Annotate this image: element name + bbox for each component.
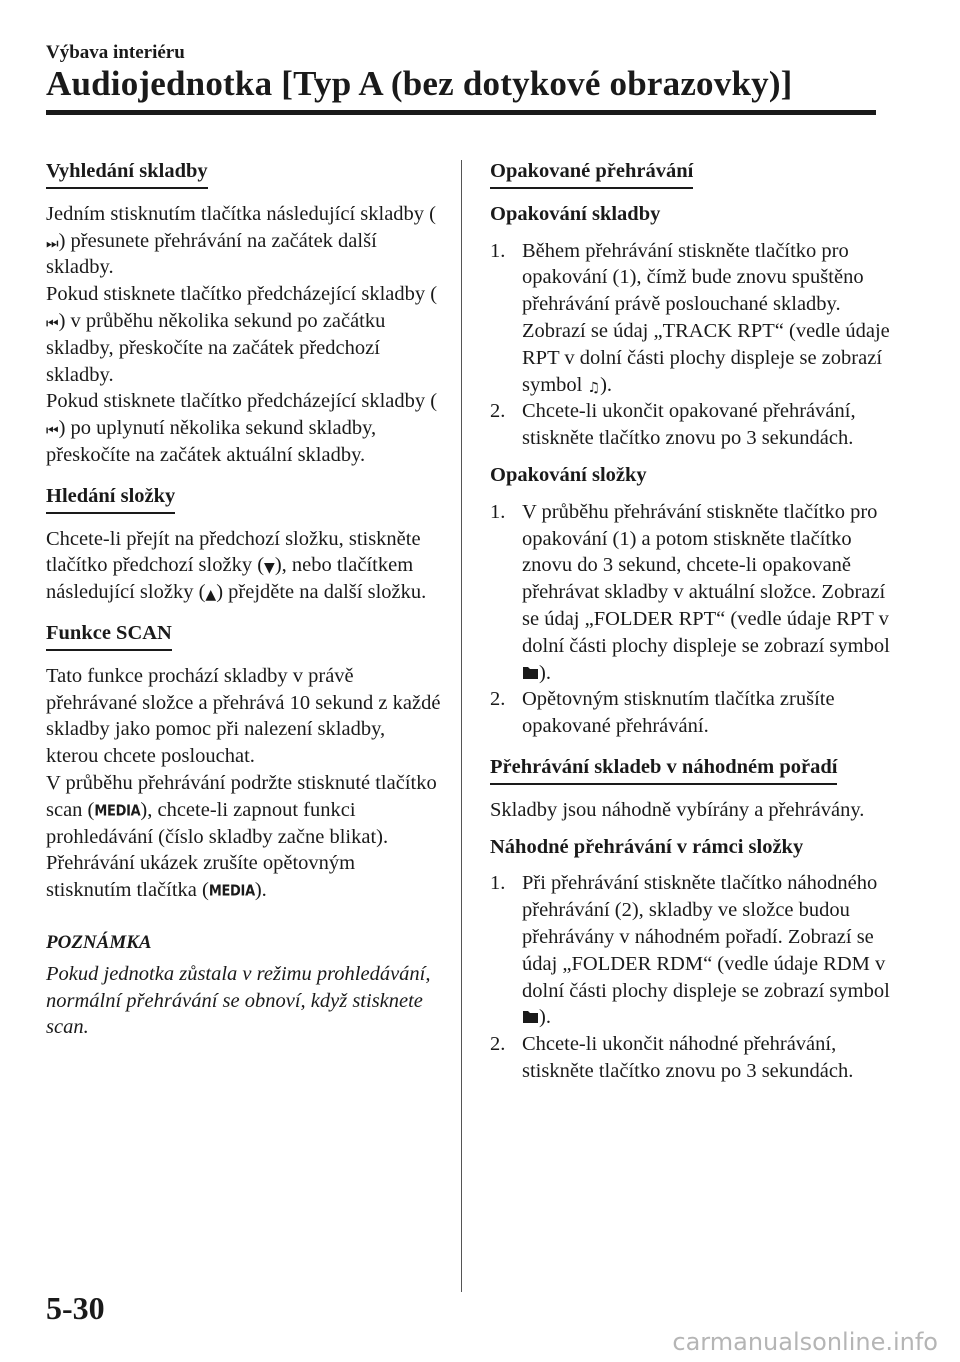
text: ), nebo tlačítkem následující složky ( — [46, 554, 414, 604]
list-folder-random — [490, 870, 890, 1084]
folder-down-icon: ▼ — [264, 560, 275, 577]
item-number: 2. — [490, 1033, 506, 1056]
text: ). — [600, 373, 613, 396]
header-rule — [46, 110, 876, 115]
text: Během přehrávání stiskněte tlačítko pro opakování (1), čímž bude znovu spuštěno přehrávání právě poslouchané skladby. Zobrazí se údaj „TRACK RPT“ (vedle údaje RPT v dolní části plochy displeje se zobrazí symbol — [522, 239, 890, 396]
list-folder-repeat — [490, 499, 890, 740]
subheading-folder-random: Náhodné přehrávání v rámci složky — [490, 835, 804, 858]
text: V průběhu přehrávání podržte stisknuté tlačítko scan ( — [46, 771, 437, 821]
folder-up-icon: ▲ — [205, 587, 217, 604]
chapter-title: Audiojednotka [Typ A (bez dotykové obrazovky)] — [46, 64, 793, 103]
item-number: 1. — [490, 500, 506, 523]
text: ) v průběhu několika sekund po začátku skladby, přeskočíte na začátek předchozí skladby. — [46, 309, 386, 386]
prev-track-icon: ⏮ — [46, 423, 59, 440]
item-number: 1. — [490, 872, 506, 895]
heading-random: Přehrávání skladeb v náhodném pořadí — [490, 754, 837, 785]
paragraph-scan-usage — [46, 770, 441, 904]
paragraph-random: Skladby jsou náhodně vybírány a přehrávány. — [490, 798, 865, 821]
right-column — [490, 158, 890, 1095]
list-item — [490, 1031, 890, 1085]
watermark: carmanualsonline.info — [672, 1328, 938, 1356]
text: V průběhu přehrávání stiskněte tlačítko pro opakování (1) a potom stiskněte tlačítko znovu do 3 sekund, chcete-li opakovaně přehrávat skladby v aktuální složce. Zobrazí se údaj „FOLDER RPT“ (vedle údaje RPT v dolní části plochy displeje se zobrazí symbol — [522, 500, 890, 657]
text: ) přesunete přehrávání na začátek další skladby. — [46, 229, 377, 279]
text: ) po uplynutí několika sekund skladby, přeskočíte na začátek aktuální skladby. — [46, 417, 377, 466]
paragraph-scan-desc: Tato funkce prochází skladby v právě přehrávané složce a přehrává 10 sekund z každé skladby jako pomoc při nalezení skladby, kterou chcete poslouchat. — [46, 664, 441, 768]
paragraph-next-track — [46, 201, 441, 281]
heading-repeat: Opakované přehrávání — [490, 158, 693, 189]
paragraph-prev-track — [46, 281, 441, 388]
item-number: 2. — [490, 400, 506, 423]
section-kicker: Výbava interiéru — [46, 42, 185, 63]
next-track-icon: ⏭ — [46, 235, 59, 252]
paragraph-prev-track-late — [46, 388, 441, 468]
note-title: POZNÁMKA — [46, 931, 152, 953]
text: ). — [539, 1006, 551, 1029]
list-item — [490, 686, 890, 740]
list-item — [490, 870, 890, 1031]
heading-folder-search: Hledání složky — [46, 483, 175, 514]
text: Opětovným stisknutím tlačítka zrušíte opakované přehrávání. — [522, 688, 835, 738]
subheading-folder-repeat: Opakování složky — [490, 463, 647, 486]
media-button-icon: MEDIA — [94, 802, 141, 820]
left-column — [46, 158, 441, 1041]
subheading-track-repeat: Opakování skladby — [490, 202, 661, 225]
text: ) přejděte na další složku. — [216, 581, 427, 604]
item-number: 1. — [490, 239, 506, 262]
heading-track-search: Vyhledání skladby — [46, 158, 208, 189]
item-number: 2. — [490, 688, 506, 711]
prev-track-icon: ⏮ — [46, 315, 59, 332]
music-note-icon: ♫ — [587, 379, 601, 396]
heading-scan: Funkce SCAN — [46, 620, 172, 651]
text: Při přehrávání stiskněte tlačítko náhodného přehrávání (2), skladby ve složce budou přehrávány v náhodném pořadí. Zobrazí se údaj „FOLDER RDM“ (vedle údaje RDM v dolní části plochy displeje se zobrazí symbol — [522, 872, 890, 1002]
folder-icon — [522, 664, 539, 681]
note-text: Pokud jednotka zůstala v režimu prohledávání, normální přehrávání se obnoví, když stisknete scan. — [46, 962, 431, 1039]
folder-icon — [522, 1008, 539, 1025]
text: ). — [254, 879, 267, 902]
column-divider — [461, 160, 462, 1292]
page-number: 5-30 — [46, 1290, 105, 1326]
paragraph-folder-search — [46, 526, 441, 606]
list-item — [490, 238, 890, 399]
text: Chcete-li ukončit náhodné přehrávání, stiskněte tlačítko znovu po 3 sekundách. — [522, 1033, 854, 1082]
text: Pokud stisknete tlačítko předcházející skladby ( — [46, 390, 438, 413]
media-button-icon: MEDIA — [208, 883, 255, 901]
list-track-repeat — [490, 238, 890, 452]
text: ), chcete-li zapnout funkci prohledávání (číslo skladby začne blikat). Přehrávání ukázek zrušíte opětovným stisknutím tlačítka ( — [46, 798, 389, 902]
list-item — [490, 398, 890, 452]
text: Chcete-li přejít na předchozí složku, stiskněte tlačítko předchozí složky ( — [46, 527, 421, 577]
text: ). — [539, 661, 551, 684]
text: Pokud stisknete tlačítko předcházející skladby ( — [46, 283, 438, 306]
text: Chcete-li ukončit opakované přehrávání, stiskněte tlačítko znovu po 3 sekundách. — [522, 400, 856, 450]
list-item — [490, 499, 890, 687]
text: Jedním stisknutím tlačítka následující skladby ( — [46, 202, 437, 225]
